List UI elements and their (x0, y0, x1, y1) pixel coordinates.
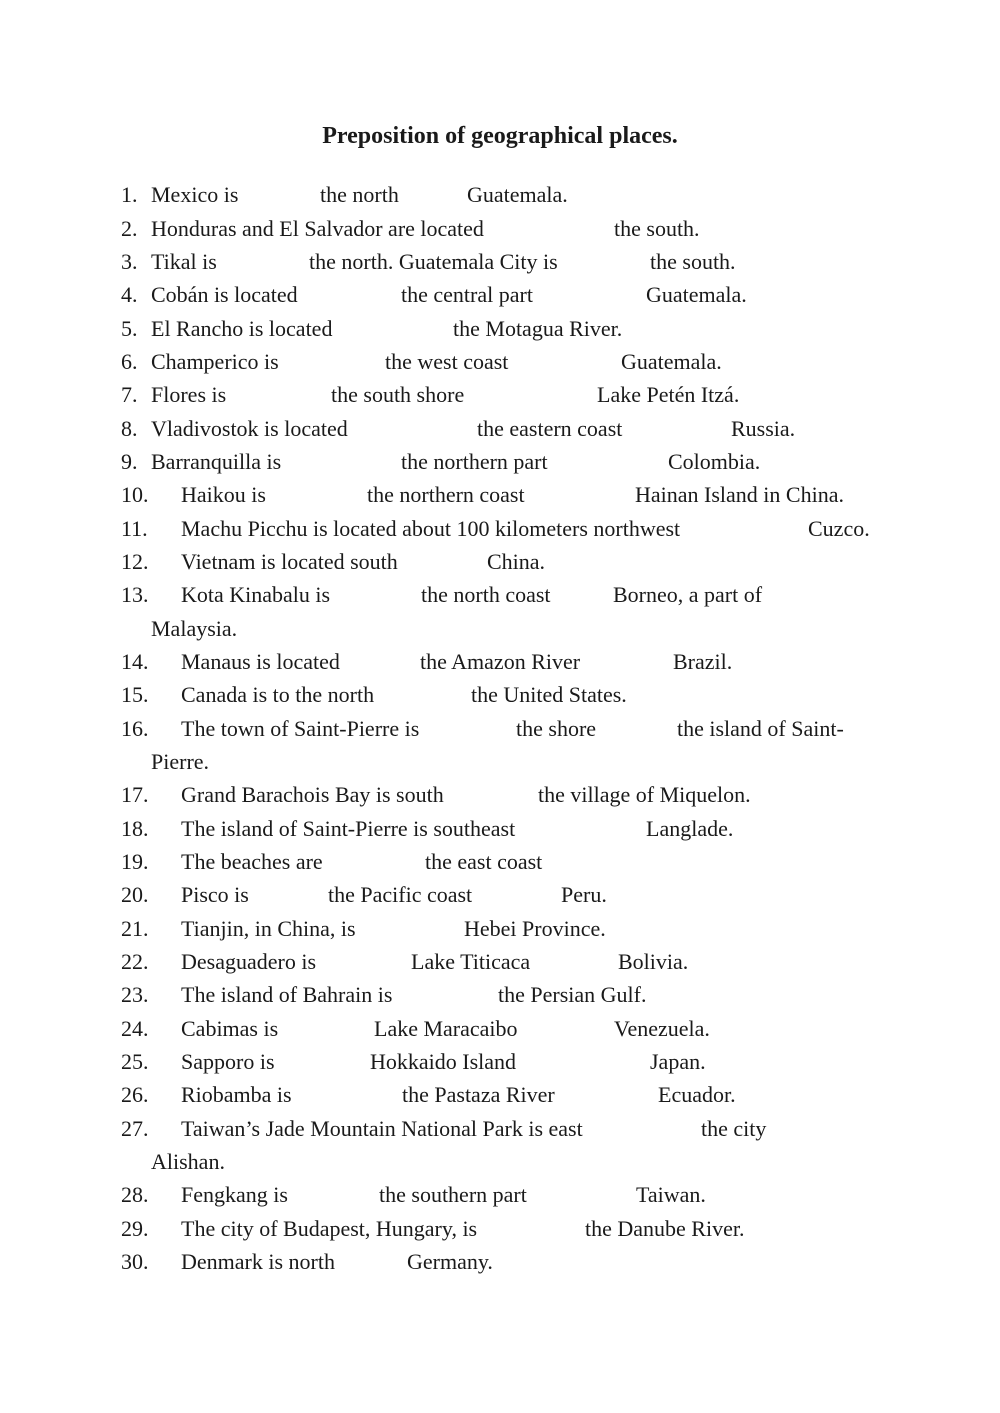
exercise-item (0, 1012, 1000, 1045)
item-text-segment: Bolivia. (618, 949, 689, 974)
item-number: 24. (121, 1016, 149, 1041)
item-text-segment: Vietnam is located south (181, 549, 398, 574)
item-text-segment: Flores is (151, 382, 227, 407)
item-number: 6. (121, 349, 138, 374)
item-text-segment: the island of Saint- (677, 716, 844, 741)
item-number: 27. (121, 1116, 149, 1141)
item-number: 9. (121, 449, 138, 474)
item-text-segment: the Pacific coast (328, 882, 473, 907)
item-text-segment: Mexico is (151, 182, 239, 207)
item-number: 1. (121, 182, 138, 207)
item-text-segment: Canada is to the north (181, 682, 375, 707)
exercise-item (0, 978, 1000, 1011)
exercise-item (0, 345, 1000, 378)
item-number: 13. (121, 582, 149, 607)
item-text-segment: the north. Guatemala City is (309, 249, 558, 274)
exercise-item (0, 945, 1000, 978)
item-number: 19. (121, 849, 149, 874)
page-title: Preposition of geographical places. (322, 123, 678, 149)
item-text-segment: Cobán is located (151, 282, 298, 307)
exercise-item (0, 1178, 1000, 1211)
item-text-segment: the United States. (471, 682, 627, 707)
item-text-segment: Sapporo is (181, 1049, 275, 1074)
item-text-segment: Taiwan’s Jade Mountain National Park is east (181, 1116, 583, 1141)
exercise-item (0, 578, 1000, 611)
item-text-segment: Langlade. (646, 816, 734, 841)
item-text-segment: Alishan. (151, 1149, 225, 1174)
exercise-item (0, 278, 1000, 311)
item-number: 21. (121, 916, 149, 941)
exercise-item (0, 1112, 1000, 1145)
item-text-segment: Pisco is (181, 882, 249, 907)
item-number: 12. (121, 549, 149, 574)
item-number: 5. (121, 316, 138, 341)
item-text-segment: The town of Saint-Pierre is (181, 716, 420, 741)
item-number: 29. (121, 1216, 149, 1241)
exercise-item (0, 412, 1000, 445)
item-text-segment: Manaus is located (181, 649, 340, 674)
item-text-segment: the Amazon River (420, 649, 581, 674)
exercise-item-continuation (0, 745, 1000, 778)
item-text-segment: Lake Titicaca (411, 949, 531, 974)
exercise-item (0, 812, 1000, 845)
item-text-segment: Machu Picchu is located about 100 kilometers northwest (181, 516, 681, 541)
item-text-segment: Guatemala. (646, 282, 747, 307)
item-text-segment: Venezuela. (614, 1016, 710, 1041)
exercise-item (0, 378, 1000, 411)
exercise-item (0, 478, 1000, 511)
item-text-segment: Haikou is (181, 482, 266, 507)
item-number: 28. (121, 1182, 149, 1207)
item-text-segment: Peru. (561, 882, 607, 907)
exercise-item (0, 1078, 1000, 1111)
item-text-segment: Hokkaido Island (370, 1049, 517, 1074)
item-text-segment: Brazil. (673, 649, 733, 674)
exercise-item (0, 512, 1000, 545)
item-number: 14. (121, 649, 149, 674)
item-number: 17. (121, 782, 149, 807)
item-text-segment: the northern part (401, 449, 548, 474)
exercise-item (0, 845, 1000, 878)
item-text-segment: Germany. (407, 1249, 493, 1274)
exercise-item (0, 645, 1000, 678)
item-text-segment: Cuzco. (808, 516, 870, 541)
exercise-item (0, 178, 1000, 211)
item-number: 3. (121, 249, 138, 274)
item-text-segment: the shore (516, 716, 597, 741)
item-number: 11. (121, 516, 148, 541)
item-text-segment: the village of Miquelon. (538, 782, 751, 807)
item-text-segment: Denmark is north (181, 1249, 335, 1274)
item-text-segment: Hainan Island in China. (635, 482, 844, 507)
item-text-segment: Guatemala. (467, 182, 568, 207)
item-text-segment: Guatemala. (621, 349, 722, 374)
item-text-segment: Cabimas is (181, 1016, 279, 1041)
exercise-item-continuation (0, 612, 1000, 645)
item-text-segment: the central part (401, 282, 533, 307)
item-text-segment: the north (320, 182, 399, 207)
item-text-segment: the Persian Gulf. (498, 982, 647, 1007)
item-text-segment: China. (487, 549, 546, 574)
item-number: 8. (121, 416, 138, 441)
item-text-segment: Tikal is (151, 249, 217, 274)
item-number: 4. (121, 282, 138, 307)
item-number: 26. (121, 1082, 149, 1107)
item-text-segment: Pierre. (151, 749, 210, 774)
item-text-segment: Honduras and El Salvador are located (151, 216, 484, 241)
item-text-segment: Lake Petén Itzá. (597, 382, 740, 407)
item-text-segment: Kota Kinabalu is (181, 582, 331, 607)
exercise-item (0, 245, 1000, 278)
exercise-item (0, 212, 1000, 245)
item-text-segment: Barranquilla is (151, 449, 282, 474)
exercise-item (0, 678, 1000, 711)
item-number: 7. (121, 382, 138, 407)
exercise-item (0, 1245, 1000, 1278)
item-text-segment: El Rancho is located (151, 316, 333, 341)
exercise-item (0, 912, 1000, 945)
item-text-segment: the west coast (385, 349, 509, 374)
item-text-segment: Hebei Province. (464, 916, 606, 941)
item-number: 30. (121, 1249, 149, 1274)
item-text-segment: the Motagua River. (453, 316, 623, 341)
exercise-item (0, 445, 1000, 478)
exercise-item (0, 312, 1000, 345)
item-text-segment: Colombia. (668, 449, 761, 474)
exercise-item-continuation (0, 1145, 1000, 1178)
item-text-segment: The beaches are (181, 849, 323, 874)
item-text-segment: Fengkang is (181, 1182, 288, 1207)
item-text-segment: Vladivostok is located (151, 416, 348, 441)
item-text-segment: the southern part (379, 1182, 527, 1207)
exercise-item (0, 712, 1000, 745)
item-text-segment: the Pastaza River (402, 1082, 555, 1107)
item-text-segment: Malaysia. (151, 616, 238, 641)
exercise-item (0, 545, 1000, 578)
item-number: 25. (121, 1049, 149, 1074)
item-text-segment: Taiwan. (636, 1182, 706, 1207)
item-number: 22. (121, 949, 149, 974)
item-number: 2. (121, 216, 138, 241)
item-number: 15. (121, 682, 149, 707)
item-text-segment: Desaguadero is (181, 949, 317, 974)
exercise-item (0, 878, 1000, 911)
item-number: 10. (121, 482, 149, 507)
item-text-segment: Tianjin, in China, is (181, 916, 356, 941)
item-text-segment: The island of Bahrain is (181, 982, 393, 1007)
exercise-item (0, 1212, 1000, 1245)
item-text-segment: the north coast (421, 582, 551, 607)
item-text-segment: the east coast (425, 849, 543, 874)
item-number: 20. (121, 882, 149, 907)
item-text-segment: the northern coast (367, 482, 525, 507)
item-text-segment: Japan. (650, 1049, 706, 1074)
exercise-item (0, 778, 1000, 811)
item-text-segment: the eastern coast (477, 416, 623, 441)
item-text-segment: Ecuador. (658, 1082, 736, 1107)
exercise-item (0, 1045, 1000, 1078)
item-text-segment: The city of Budapest, Hungary, is (181, 1216, 478, 1241)
item-number: 16. (121, 716, 149, 741)
item-text-segment: the city (701, 1116, 767, 1141)
item-text-segment: Lake Maracaibo (374, 1016, 518, 1041)
item-text-segment: Riobamba is (181, 1082, 292, 1107)
item-text-segment: the south. (650, 249, 736, 274)
item-number: 18. (121, 816, 149, 841)
item-text-segment: Borneo, a part of (613, 582, 763, 607)
item-text-segment: The island of Saint-Pierre is southeast (181, 816, 516, 841)
item-number: 23. (121, 982, 149, 1007)
item-text-segment: Champerico is (151, 349, 279, 374)
item-text-segment: the south. (614, 216, 700, 241)
item-text-segment: the south shore (331, 382, 465, 407)
item-text-segment: the Danube River. (585, 1216, 745, 1241)
item-text-segment: Russia. (731, 416, 796, 441)
item-text-segment: Grand Barachois Bay is south (181, 782, 444, 807)
